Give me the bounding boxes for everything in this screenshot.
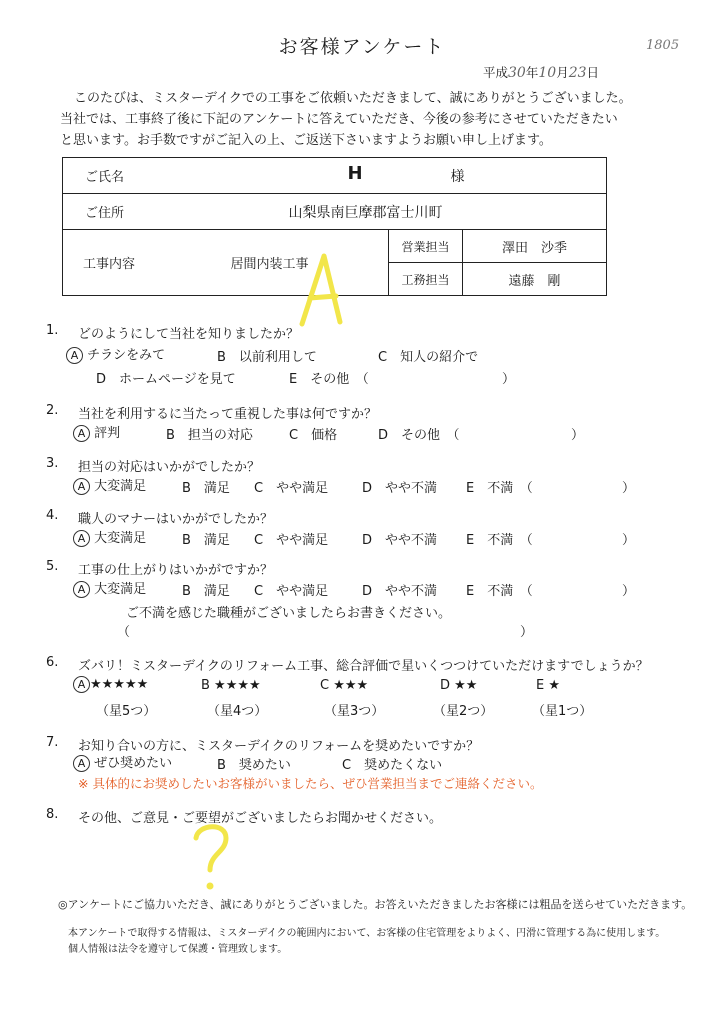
date-month-unit: 月 xyxy=(556,65,569,80)
q7-number: 7. xyxy=(46,735,59,750)
q1-option-e: E その他 （ xyxy=(289,372,369,387)
q3-option-d: D やや不満 xyxy=(362,481,438,496)
q6-option-a xyxy=(73,676,148,693)
q3-a-circle: A xyxy=(73,478,90,495)
q6-c-note: （星3つ） xyxy=(324,704,385,719)
q7-a-circle: A xyxy=(73,755,90,772)
q4-question: 職人のマナーはいかがでしたか？ xyxy=(78,512,274,527)
q7-question: お知り合いの方に、ミスターデイクのリフォームを奨めたいですか？ xyxy=(78,739,480,754)
q2-option-a xyxy=(73,422,120,442)
q5-option-c: C やや満足 xyxy=(254,584,329,599)
q3-option-c: C やや満足 xyxy=(254,481,329,496)
q6-b-note: （星4つ） xyxy=(207,704,268,719)
address-value: 山梨県南巨摩郡富士川町 xyxy=(141,194,607,230)
q4-paren-close: ） xyxy=(622,533,636,548)
q2-number: 2. xyxy=(46,403,59,418)
q5-option-d: D やや不満 xyxy=(362,584,438,599)
q5-number: 5. xyxy=(46,559,59,574)
q7-option-a xyxy=(73,752,172,772)
q6-a-circle: A xyxy=(73,676,90,693)
q3-question: 担当の対応はいかがでしたか？ xyxy=(78,460,261,475)
q3-option-e: E 不満 （ xyxy=(466,481,533,496)
q4-a-circle: A xyxy=(73,530,90,547)
q5-option-a xyxy=(73,578,146,598)
name-suffix: 様 xyxy=(450,169,465,185)
q1-option-c: C 知人の紹介で xyxy=(378,350,479,365)
q6-e-note: （星1つ） xyxy=(532,704,593,719)
q6-option-c: C ★★★ xyxy=(320,678,369,693)
customer-name: H xyxy=(347,163,363,184)
q2-option-b: B 担当の対応 xyxy=(166,428,253,443)
q7-contact-note: ※ 具体的にお奨めしたいお客様がいましたら、ぜひ営業担当までご連絡ください。 xyxy=(78,776,543,791)
q7-option-c: C 奨めたくない xyxy=(342,758,443,773)
date-year-unit: 年 xyxy=(525,65,539,80)
q4-option-d: D やや不満 xyxy=(362,533,438,548)
q2-a-circle: A xyxy=(73,425,90,442)
q5-followup: ご不満を感じた職種がございましたらお書きください。 xyxy=(126,606,452,621)
q2-option-d: D その他 （ xyxy=(378,428,460,443)
q4-number: 4. xyxy=(46,508,59,523)
q6-number: 6. xyxy=(46,655,59,670)
date-year: 30 xyxy=(508,65,526,81)
q2-option-c: C 価格 xyxy=(289,428,338,443)
name-label: ご氏名 xyxy=(63,158,141,194)
q5-question: 工事の仕上がりはいかがですか？ xyxy=(78,563,274,578)
footer-thanks: ◎アンケートにご協力いただき、誠にありがとうございました。お答えいただきましたお客様には粗品を送らせていただきます。 xyxy=(58,898,693,911)
q1-question: どのようにして当社を知りましたか？ xyxy=(78,327,300,342)
date-day: 23 xyxy=(568,65,587,81)
q3-a-label: 大変満足 xyxy=(94,479,147,494)
privacy-line-1: 本アンケートで取得する情報は、ミスターデイクの範囲内において、お客様の住宅管理をよりよく、円滑に管理する為に使用します。 xyxy=(68,928,666,939)
q1-paren-close: ） xyxy=(502,372,516,387)
q5-paren-close-2: ） xyxy=(520,625,534,640)
q5-paren-close: ） xyxy=(622,584,636,599)
q7-a-label: ぜひ奨めたい xyxy=(94,756,173,771)
q6-option-b: B ★★★★ xyxy=(201,678,261,693)
q6-question: ズバリ！ミスターデイクのリフォーム工事、総合評価で星いくつつけていただけますでしょうか？ xyxy=(78,659,649,674)
q3-option-b: B 満足 xyxy=(182,481,230,496)
work-label: 工事内容 xyxy=(63,230,141,296)
highlighter-a-mark xyxy=(296,250,356,330)
q3-number: 3. xyxy=(46,456,59,471)
q8-number: 8. xyxy=(46,807,59,822)
q8-question: その他、ご意見・ご要望がございましたらお聞かせください。 xyxy=(78,811,443,826)
q1-a-label: チラシをみて xyxy=(87,348,166,363)
q6-option-d: D ★★ xyxy=(440,678,478,693)
q6-a-note: （星5つ） xyxy=(96,704,157,719)
address-label: ご住所 xyxy=(63,194,141,230)
construction-staff: 遠藤 剛 xyxy=(463,263,607,296)
page-title: お客様アンケート xyxy=(278,36,446,58)
q4-option-b: B 満足 xyxy=(182,533,230,548)
sales-staff: 澤田 沙季 xyxy=(463,230,607,263)
q1-option-d: D ホームページを見て xyxy=(96,372,236,387)
sales-label: 営業担当 xyxy=(389,230,463,263)
privacy-line-2: 個人情報は法令を遵守して保護・管理致します。 xyxy=(68,944,288,955)
q4-option-a xyxy=(73,527,146,547)
intro-line-1: このたびは、ミスターデイクでの工事をご依頼いただきまして、誠にありがとうございました。 xyxy=(74,91,632,106)
q2-a-label: 評判 xyxy=(94,426,121,441)
intro-text xyxy=(60,88,632,151)
date-era: 平成 xyxy=(483,65,509,80)
highlighter-question-mark xyxy=(190,820,234,896)
q4-a-label: 大変満足 xyxy=(94,531,147,546)
intro-line-3: と思います。お手数ですがご記入の上、ご返送下さいますようお願い申し上げます。 xyxy=(60,133,552,148)
q5-a-label: 大変満足 xyxy=(94,582,147,597)
document-id: 1805 xyxy=(646,38,680,53)
q5-option-e: E 不満 （ xyxy=(466,584,533,599)
q4-option-e: E 不満 （ xyxy=(466,533,533,548)
intro-line-2: 当社では、工事終了後に下記のアンケートに答えていただき、今後の参考にさせていただきたい xyxy=(60,112,618,127)
q1-option-a xyxy=(66,344,165,364)
name-cell xyxy=(141,158,607,194)
address-row xyxy=(63,194,607,230)
name-row xyxy=(63,158,607,194)
q3-option-a xyxy=(73,475,146,495)
footer-privacy xyxy=(68,926,665,958)
construction-label: 工務担当 xyxy=(389,263,463,296)
q1-option-b: B 以前利用して xyxy=(217,350,317,365)
survey-date xyxy=(483,63,599,81)
q7-option-b: B 奨めたい xyxy=(217,758,291,773)
q2-paren-close: ） xyxy=(571,428,585,443)
q5-paren-open: （ xyxy=(117,625,131,640)
q1-number: 1. xyxy=(46,323,59,338)
q1-a-circle: A xyxy=(66,347,83,364)
q3-paren-close: ） xyxy=(622,481,636,496)
q5-option-b: B 満足 xyxy=(182,584,230,599)
date-day-unit: 日 xyxy=(586,65,600,80)
q6-a-stars: ★★★★★ xyxy=(90,677,149,692)
date-month: 10 xyxy=(538,65,557,81)
q2-question: 当社を利用するに当たって重視した事は何ですか？ xyxy=(78,407,378,422)
q5-a-circle: A xyxy=(73,581,90,598)
q6-d-note: （星2つ） xyxy=(433,704,494,719)
q4-option-c: C やや満足 xyxy=(254,533,329,548)
work-value: 居間内装工事 xyxy=(141,230,389,296)
q6-option-e: E ★ xyxy=(536,678,561,693)
